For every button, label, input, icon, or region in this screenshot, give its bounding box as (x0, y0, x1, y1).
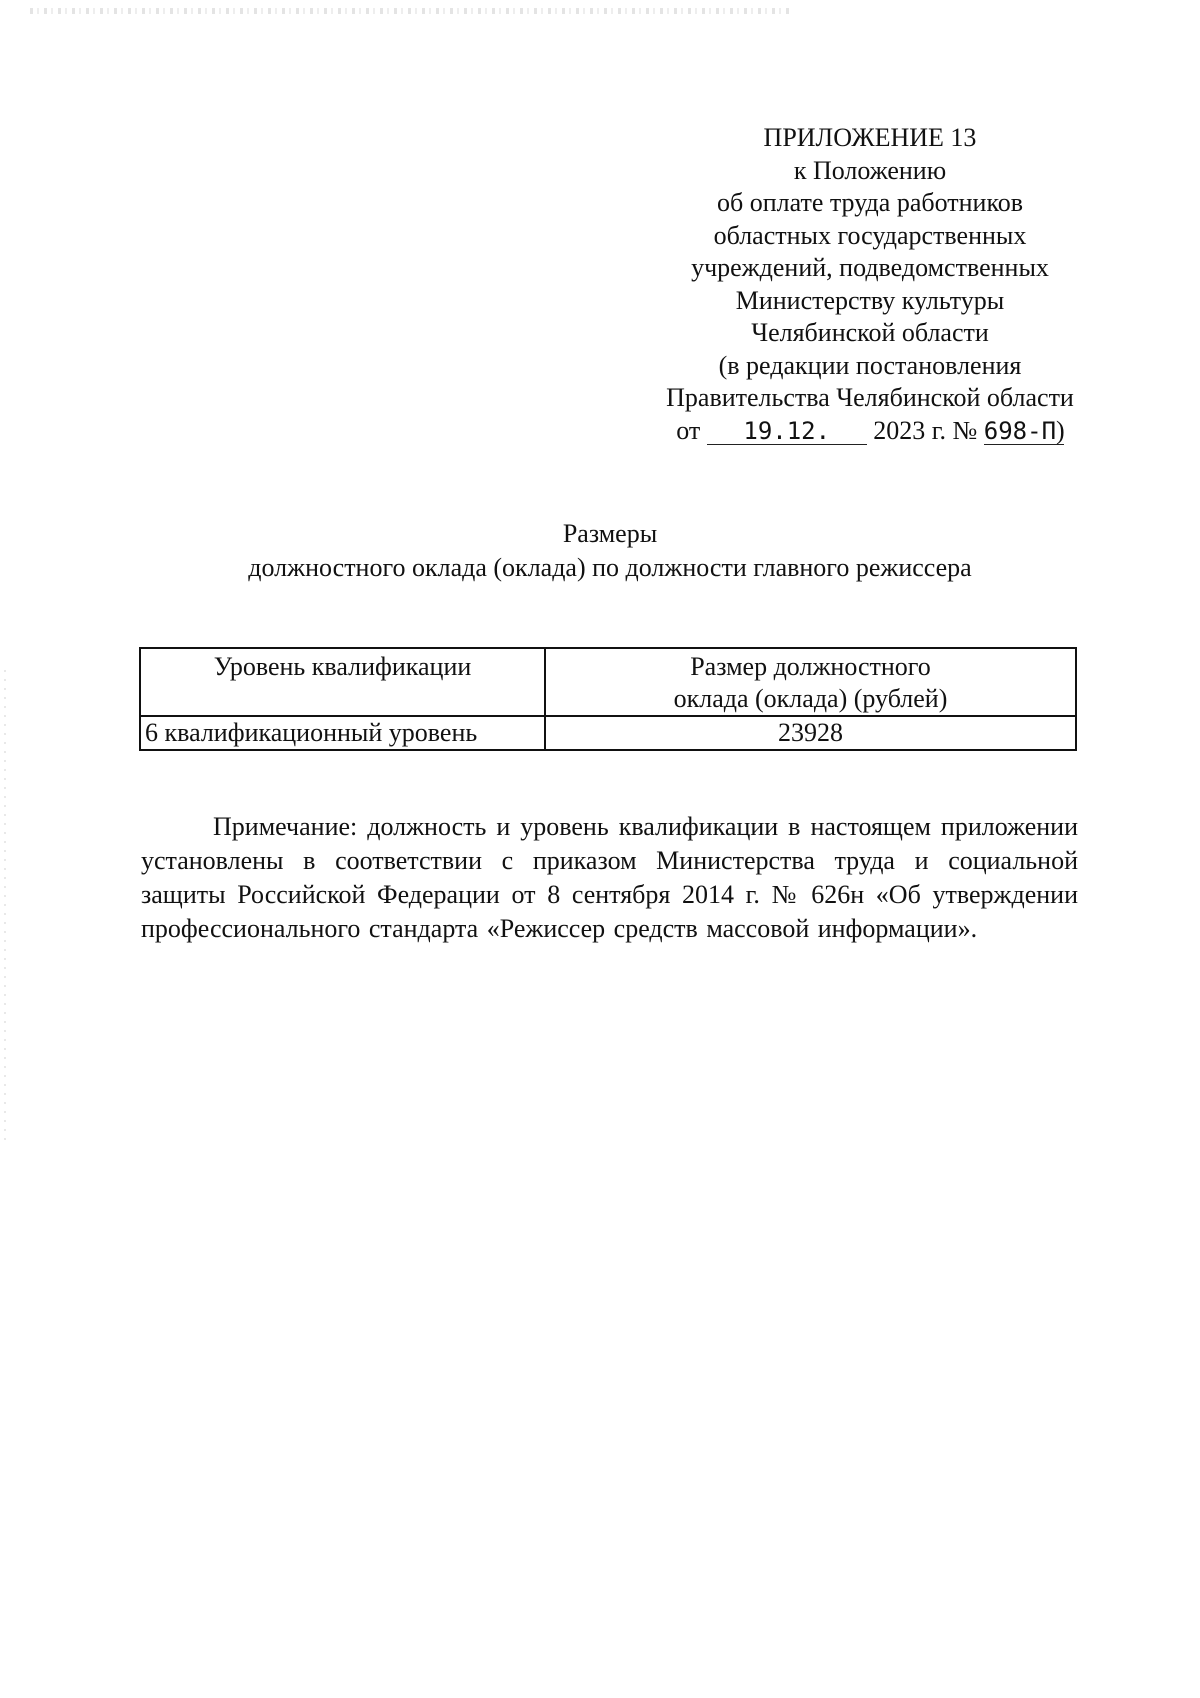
closing-paren: ) (1056, 415, 1065, 445)
appendix-ref-line: к Положению (793, 155, 947, 185)
appendix-ref-line: учреждений, подведомственных (691, 253, 1049, 282)
appendix-ref-line: Министерству культуры (735, 285, 1005, 315)
resolution-date: 19.12. (707, 418, 867, 445)
appendix-ref-line: Челябинской области (751, 318, 989, 347)
table-header-row (140, 648, 1076, 716)
resolution-year: 2023 г. № (873, 415, 978, 445)
resolution-number (983, 415, 1065, 445)
document-title (130, 517, 1090, 585)
cell-qualification-level: 6 квалификационный уровень (140, 716, 545, 750)
title-line-1: Размеры (562, 519, 658, 548)
note-paragraph: Примечание: должность и уровень квалификации в настоящем приложении установлены в соответствии с приказом Министерства труда и социальной защиты Российской Федерации от 8 сентября 2014 г. № 626н «Об утверждении профессионального стандарта «Режиссер средств массовой информации». (141, 812, 1078, 943)
title-line-2: должностного оклада (оклада) по должности главного режиссера (248, 553, 972, 582)
appendix-number: ПРИЛОЖЕНИЕ 13 (763, 123, 977, 152)
cell-salary-value: 23928 (545, 716, 1076, 750)
header-salary-line-1: Размер должностного (690, 652, 931, 681)
appendix-ref-line: об оплате труда работников (716, 188, 1024, 217)
resolution-number-value: 698-П (983, 416, 1057, 445)
resolution-date-line (640, 415, 1100, 448)
appendix-ref-line: областных государственных (713, 220, 1027, 250)
table-row (140, 716, 1076, 750)
salary-table (139, 647, 1077, 751)
scan-artifact-top (30, 8, 790, 14)
header-salary-line-2: оклада (оклада) (рублей) (673, 684, 948, 713)
appendix-ref-line: (в редакции постановления (718, 350, 1022, 380)
header-qualification-level: Уровень квалификации (140, 648, 545, 716)
date-prefix: от (676, 415, 701, 445)
appendix-header (640, 122, 1100, 447)
appendix-ref-line: Правительства Челябинской области (666, 383, 1074, 412)
header-salary-size (545, 648, 1076, 716)
scan-artifact-left (4, 670, 6, 1140)
